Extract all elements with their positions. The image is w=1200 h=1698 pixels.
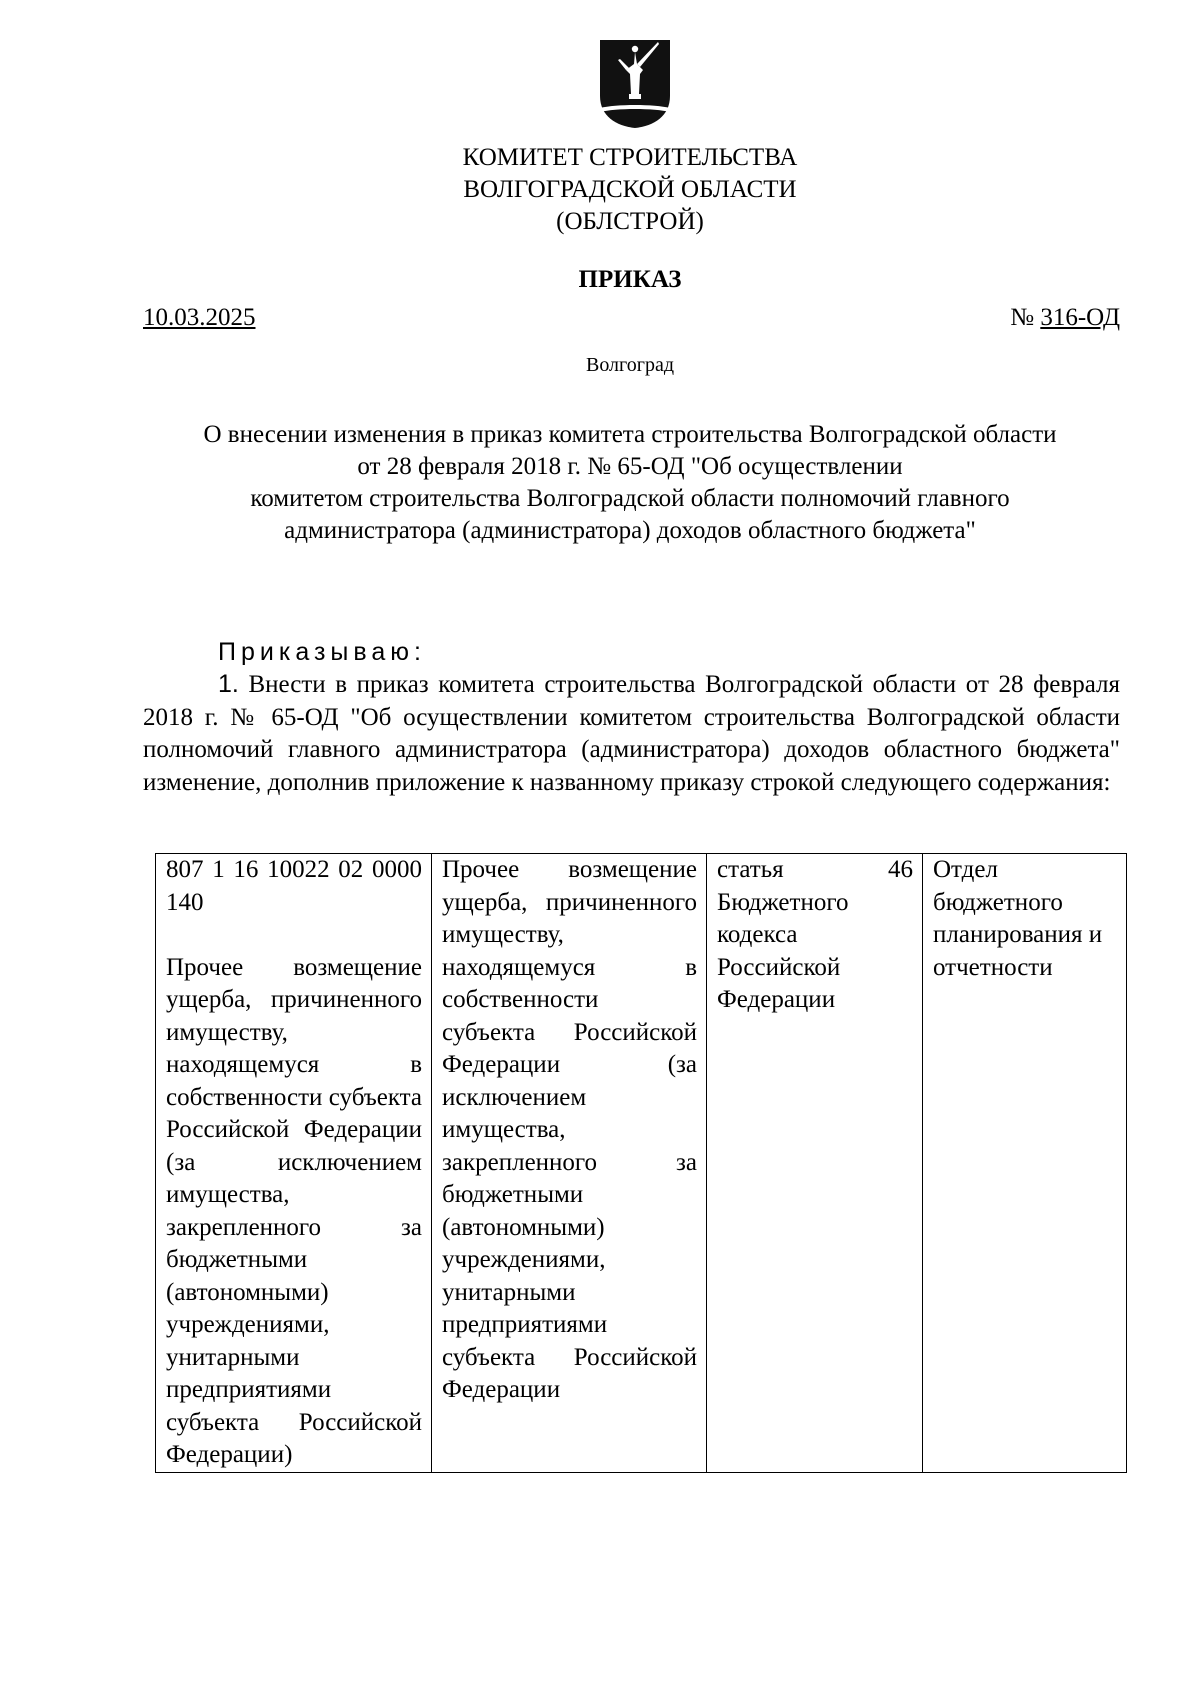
income-name-cell: [432, 854, 707, 1473]
document-title: [140, 419, 1120, 547]
title-line: от 28 февраля 2018 г. № 65-ОД "Об осуществлении: [357, 453, 903, 480]
budget-classification-code: 807 1 16 10022 02 0000 140: [166, 856, 422, 916]
coat-of-arms-icon: [596, 34, 674, 130]
organization-name-line-1: КОМИТЕТ СТРОИТЕЛЬСТВА: [462, 144, 798, 171]
organization-name-line-2: ВОЛГОГРАДСКОЙ ОБЛАСТИ: [463, 176, 797, 203]
responsible-department: Отдел бюджетного планирования и отчетности: [933, 856, 1103, 981]
table-row: [156, 854, 1127, 1473]
title-line: О внесении изменения в приказ комитета строительства Волгоградской области: [203, 421, 1057, 448]
title-line: комитетом строительства Волгоградской области полномочий главного: [250, 485, 1010, 512]
legal-basis-cell: [707, 854, 923, 1473]
title-line: администратора (администратора) доходов областного бюджета": [284, 517, 976, 544]
order-directive-word: Приказываю:: [218, 638, 426, 666]
order-item-number: 1.: [218, 670, 239, 698]
document-number-prefix: №: [1010, 304, 1041, 331]
document-type: ПРИКАЗ: [578, 266, 682, 293]
order-item-text: Внести в приказ комитета строительства Волгоградской области от 28 февраля 2018 г. № 65-ОД "Об осуществлении комитетом строительства Волгоградской области полномочий главного администратора (администратора) доходов областного бюджета" изменение, дополнив приложение к названному приказу строкой следующего содержания:: [143, 671, 1120, 796]
income-name: Прочее возмещение ущерба, причиненного имуществу, находящемуся в собственности субъекта Российской Федерации (за исключением имущества, закрепленного за бюджетными (автономными) учреждениями, унитарными предприятиями субъекта Российской Федерации: [442, 856, 697, 1403]
legal-basis: статья 46 Бюджетного кодекса Российской Федерации: [717, 856, 913, 1013]
appendix-row-table: [155, 853, 1127, 1473]
document-number: [1010, 303, 1120, 333]
organization-abbreviation: (ОБЛСТРОЙ): [556, 208, 704, 235]
document-city: Волгоград: [585, 354, 675, 376]
department-cell: [923, 854, 1127, 1473]
document-date: 10.03.2025: [143, 304, 256, 331]
order-item-1: [143, 668, 1120, 799]
code-description: Прочее возмещение ущерба, причиненного имуществу, находящемуся в собственности субъекта Российской Федерации (за исключением имущества, закрепленного за бюджетными (автономными) учреждениями, унитарными предприятиями субъекта Российской Федерации): [166, 953, 422, 1468]
document-number-value: 316-ОД: [1040, 304, 1120, 331]
code-cell: [156, 854, 432, 1473]
